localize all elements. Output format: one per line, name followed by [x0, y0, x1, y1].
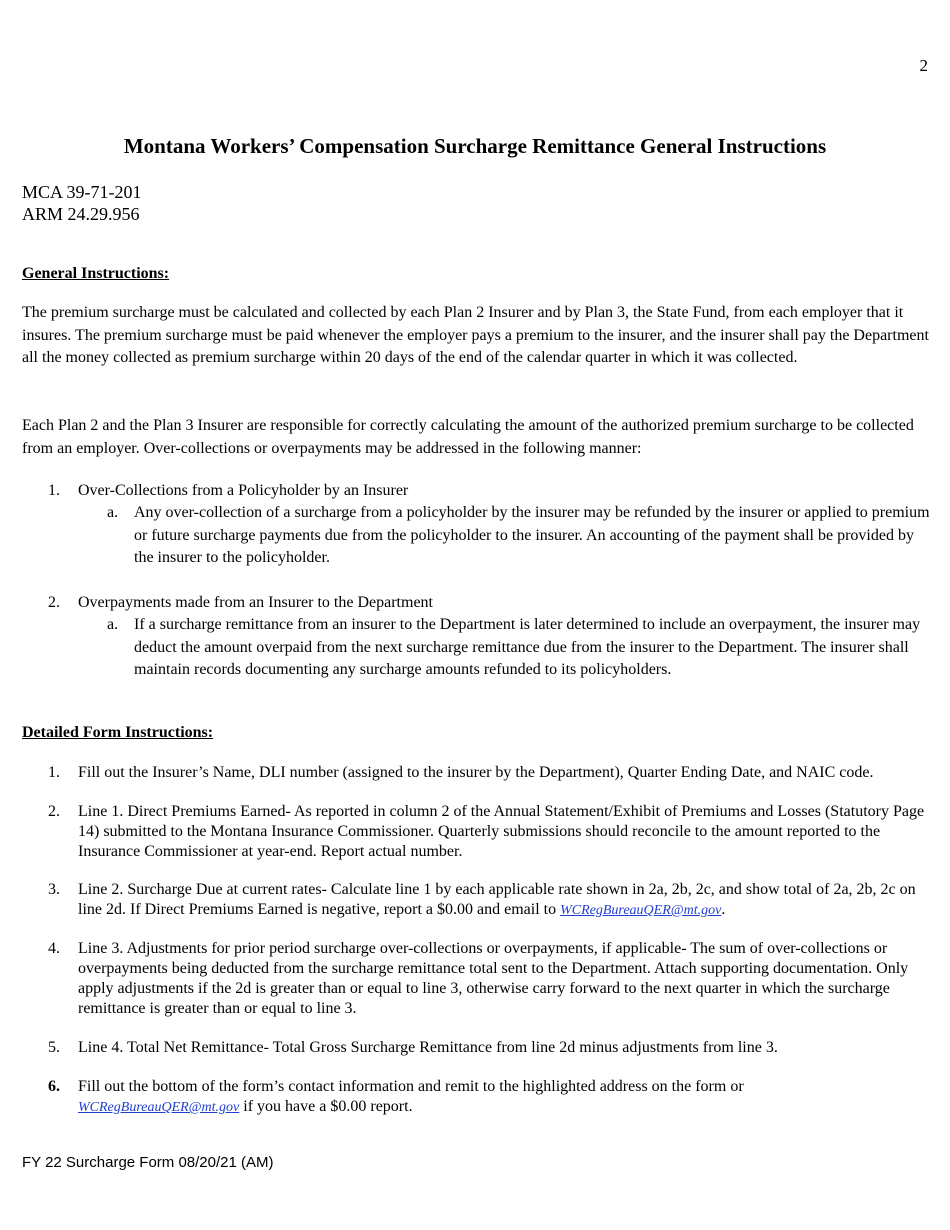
- detailed-item-5-number: 5.: [48, 1039, 60, 1056]
- detailed-item-5-text: Line 4. Total Net Remittance- Total Gross Surcharge Remittance from line 2d minus adjustments from line 3.: [78, 1039, 778, 1056]
- statute-references: [22, 181, 142, 225]
- general-item-2-text: Overpayments made from an Insurer to the Department: [78, 594, 433, 611]
- page-title: Montana Workers’ Compensation Surcharge Remittance General Instructions: [123, 134, 827, 158]
- general-item-2a-text: If a surcharge remittance from an insurer to the Department is later determined to include an overpayment, the insurer may deduct the amount overpaid from the next surcharge remittance due from the insurer to the Department. The insurer shall maintain records documenting any surcharge amounts refunded to its policyholders.: [134, 616, 921, 678]
- detailed-item-2-number: 2.: [48, 803, 60, 820]
- detailed-item-3-text: Line 2. Surcharge Due at current rates- Calculate line 1 by each applicable rate shown in 2a, 2b, 2c, and show total of 2a, 2b, 2c on line 2d. If Direct Premiums Earned is negative, report a $0.00 and email to WCRegBureauQER@mt.gov.: [78, 881, 916, 918]
- general-item-1a-letter: a.: [107, 504, 119, 521]
- page-number: 2: [919, 56, 928, 75]
- detailed-item-4-text: Line 3. Adjustments for prior period surcharge over-collections or overpayments, if applicable- The sum of over-collections or overpayments being deducted from the surcharge remittance total sent to the Department. Attach supporting documentation. Only apply adjustments if the 2d is greater than or equal to line 3, otherwise carry forward to the next quarter in which the surcharge remittance is greater than or equal to line 3.: [78, 940, 909, 1017]
- general-paragraph-2: Each Plan 2 and the Plan 3 Insurer are responsible for correctly calculating the amount of the authorized premium surcharge to be collected from an employer. Over-collections or overpayments may be addressed in the following manner:: [22, 417, 914, 457]
- detailed-item-4-number: 4.: [48, 940, 60, 957]
- general-item-1-number: 1.: [48, 482, 60, 499]
- detailed-instructions-heading: Detailed Form Instructions:: [22, 724, 214, 741]
- detailed-item-3-number: 3.: [48, 881, 60, 898]
- detailed-item-6-text: Fill out the bottom of the form’s contact information and remit to the highlighted address on the form or WCRegBureauQER@mt.gov if you have a $0.00 report.: [78, 1078, 744, 1115]
- general-item-2a-letter: a.: [107, 616, 119, 633]
- email-link[interactable]: WCRegBureauQER@mt.gov: [78, 1100, 240, 1115]
- detailed-item-1-number: 1.: [48, 764, 60, 781]
- detailed-item-1-text: Fill out the Insurer’s Name, DLI number (assigned to the insurer by the Department), Quarter Ending Date, and NAIC code.: [78, 764, 874, 781]
- general-instructions-heading: General Instructions:: [22, 265, 170, 282]
- general-item-1-text: Over-Collections from a Policyholder by an Insurer: [78, 482, 409, 499]
- general-item-1a-text: Any over-collection of a surcharge from a policyholder by the insurer may be refunded by the insurer or applied to premium or future surcharge payments due from the policyholder to the insurer. An accounting of the payment shall be provided by the insurer to the policyholder.: [134, 504, 930, 566]
- form-footer: FY 22 Surcharge Form 08/20/21 (AM): [22, 1154, 274, 1171]
- detailed-item-6-number: 6.: [48, 1078, 60, 1095]
- detailed-item-2-text: Line 1. Direct Premiums Earned- As reported in column 2 of the Annual Statement/Exhibit of Premiums and Losses (Statutory Page 14) submitted to the Montana Insurance Commissioner. Quarterly submissions should reconcile to the amount reported to the Insurance Commissioner at year-end. Report actual number.: [78, 803, 925, 860]
- email-link[interactable]: WCRegBureauQER@mt.gov: [560, 903, 722, 918]
- general-item-2-number: 2.: [48, 594, 60, 611]
- general-paragraph-1: The premium surcharge must be calculated and collected by each Plan 2 Insurer and by Plan 3, the State Fund, from each employer that it insures. The premium surcharge must be paid whenever the employer pays a premium to the insurer, and the insurer shall pay the Department all the money collected as premium surcharge within 20 days of the end of the calendar quarter in which it was collected.: [22, 304, 929, 366]
- mca-reference: MCA 39-71-201: [22, 182, 142, 202]
- arm-reference: ARM 24.29.956: [22, 204, 140, 224]
